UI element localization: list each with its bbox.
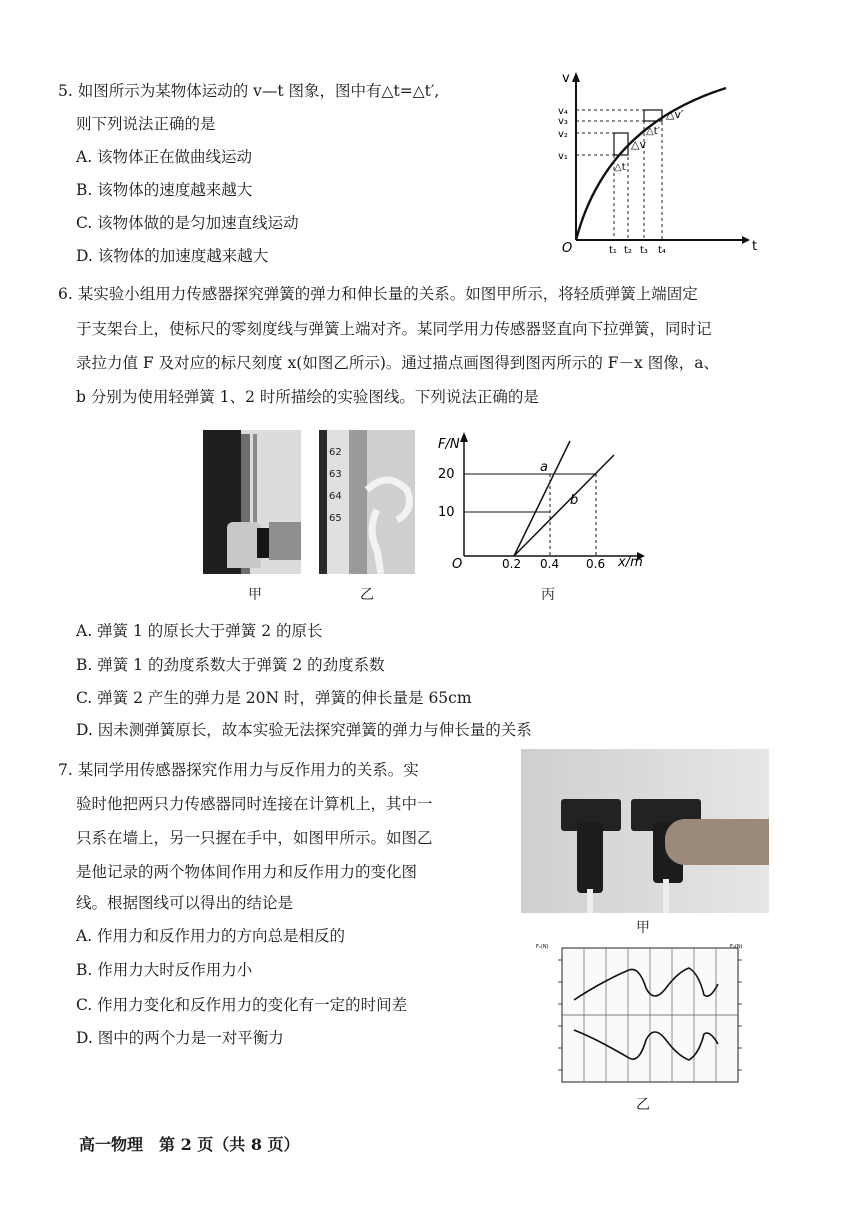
q5-option-d: D. 该物体的加速度越来越大	[76, 247, 269, 265]
q5-v3-label: v₃	[558, 116, 568, 127]
q5-option-a: A. 该物体正在做曲线运动	[76, 148, 253, 166]
q6-x-tick-0.2: 0.2	[502, 557, 522, 570]
q5-vt-graph	[556, 66, 762, 256]
page-footer: 高一物理 第 2 页（共 8 页）	[79, 1135, 300, 1154]
q7-force-graph	[534, 940, 754, 1090]
q7-stem-line-2: 验时他把两只力传感器同时连接在计算机上，其中一	[76, 795, 433, 813]
q6-stem-line-3: 录拉力值 F 及对应的标尺刻度 x(如图乙所示)。通过描点画图得到图丙所示的 F－x 图像，a、	[76, 354, 719, 372]
q6-stem-line-4: b 分别为使用轻弹簧 1、2 时所描绘的实验图线。下列说法正确的是	[76, 388, 539, 406]
q6-y-tick-10: 10	[438, 505, 455, 520]
q6-caption-jia: 甲	[248, 587, 262, 603]
q5-stem-line-1: 5. 如图所示为某物体运动的 v—t 图象，图中有△t=△t′,	[58, 82, 440, 100]
q7-option-c: C. 作用力变化和反作用力的变化有一定的时间差	[76, 996, 408, 1014]
q6-option-b: B. 弹簧 1 的劲度系数大于弹簧 2 的劲度系数	[76, 656, 385, 674]
q5-delta-v2-label: △v′	[666, 108, 684, 121]
q5-t4-label: t₄	[658, 245, 666, 256]
q5-vt-curve	[576, 88, 726, 240]
q5-v4-label: v₄	[558, 106, 568, 117]
q6-x-tick-0.4: 0.4	[540, 557, 560, 570]
q5-option-b: B. 该物体的速度越来越大	[76, 181, 253, 199]
q6-line-a	[514, 441, 570, 556]
q6-line-b-label: b	[570, 493, 579, 508]
q7-option-d: D. 图中的两个力是一对平衡力	[76, 1029, 284, 1047]
q6-option-a: A. 弹簧 1 的原长大于弹簧 2 的原长	[76, 622, 323, 640]
q7-photo-jia	[521, 749, 769, 913]
q7-option-a: A. 作用力和反作用力的方向总是相反的	[76, 927, 346, 945]
q6-x-axis-label: x/m	[618, 555, 643, 570]
q6-stem-line-2: 于支架台上，使标尺的零刻度线与弹簧上端对齐。某同学用力传感器竖直向下拉弹簧，同时记	[76, 320, 712, 338]
q7-right-axis-label: F₂(N)	[730, 944, 743, 950]
q5-t3-label: t₃	[640, 245, 648, 256]
q5-origin-label: O	[562, 241, 573, 256]
q6-ruler-63: 63	[329, 469, 342, 480]
q7-stem-line-5: 线。根据图线可以得出的结论是	[76, 894, 294, 912]
q6-line-b	[514, 455, 614, 556]
q7-stem-line-1: 7. 某同学用传感器探究作用力与反作用力的关系。实	[58, 761, 419, 779]
q7-option-b: B. 作用力大时反作用力小	[76, 961, 253, 979]
q7-stem-line-4: 是他记录的两个物体间作用力和反作用力的变化图	[76, 863, 418, 881]
q5-delta-t2-label: △t′	[646, 126, 660, 137]
q5-delta-t-label: △t	[614, 162, 626, 173]
q6-y-axis-label: F/N	[438, 437, 460, 452]
q6-origin-label: O	[452, 557, 463, 570]
q5-delta-v-label: △v	[631, 138, 646, 151]
q6-option-c: C. 弹簧 2 产生的弹力是 20N 时，弹簧的伸长量是 65cm	[76, 689, 472, 707]
q7-left-axis-label: F₁(N)	[536, 944, 549, 950]
q5-v1-label: v₁	[558, 151, 568, 162]
q5-option-c: C. 该物体做的是匀加速直线运动	[76, 214, 299, 232]
q5-t2-label: t₂	[624, 245, 632, 256]
q6-photo-jia	[203, 430, 301, 574]
q6-ruler-62: 62	[329, 447, 342, 458]
q6-fx-graph	[436, 428, 656, 570]
q6-line-a-label: a	[540, 460, 548, 475]
q5-stem-line-2: 则下列说法正确的是	[76, 115, 216, 133]
q6-photo-yi	[319, 430, 415, 574]
q6-y-tick-20: 20	[438, 467, 455, 482]
q5-t-axis-label: t	[752, 239, 758, 254]
q5-t1-label: t₁	[609, 245, 617, 256]
q6-stem-line-1: 6. 某实验小组用力传感器探究弹簧的弹力和伸长量的关系。如图甲所示，将轻质弹簧上端固定	[58, 285, 698, 303]
q6-ruler-64: 64	[329, 491, 342, 502]
q6-ruler-65: 65	[329, 513, 342, 524]
q7-caption-jia: 甲	[636, 920, 650, 936]
q6-caption-yi: 乙	[360, 587, 374, 603]
q7-caption-yi: 乙	[636, 1097, 650, 1113]
q6-option-d: D. 因未测弹簧原长，故本实验无法探究弹簧的弹力与伸长量的关系	[76, 721, 532, 739]
q7-stem-line-3: 只系在墙上，另一只握在手中，如图甲所示。如图乙	[76, 829, 433, 847]
q5-v2-label: v₂	[558, 129, 568, 140]
q6-x-tick-0.6: 0.6	[586, 557, 606, 570]
q6-caption-bing: 丙	[541, 587, 555, 603]
q5-v-axis-label: v	[562, 71, 570, 86]
